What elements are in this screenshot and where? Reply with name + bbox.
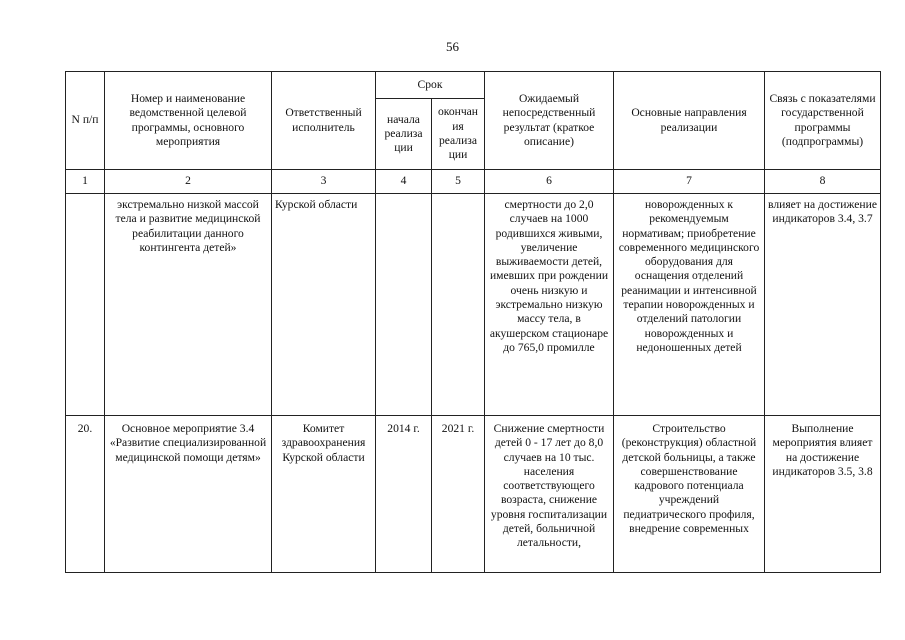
page-number: 56	[446, 39, 459, 54]
index-cell: 5	[432, 170, 485, 194]
cell-link: влияет на достижение индикаторов 3.4, 3.7	[765, 194, 881, 416]
header-result: Ожидаемый непосредственный результат (краткое описание)	[485, 72, 614, 170]
cell-program: Основное мероприятие 3.4 «Развитие специализированной медицинской помощи детям»	[105, 416, 272, 573]
table-row	[66, 416, 881, 573]
index-cell: 1	[66, 170, 105, 194]
header-n: N п/п	[66, 72, 105, 170]
index-cell: 6	[485, 170, 614, 194]
cell-link: Выполнение мероприятия влияет на достижение индикаторов 3.5, 3.8	[765, 416, 881, 573]
measures-table	[65, 71, 881, 573]
cell-n	[66, 194, 105, 416]
cell-n: 20.	[66, 416, 105, 573]
cell-start	[376, 194, 432, 416]
cell-directions: Строительство (реконструкция) областной детской больницы, а также совершенствование кадрового потенциала учреждений педиатрического профиля, внедрение современных	[614, 416, 765, 573]
cell-program: экстремально низкой массой тела и развитие медицинской реабилитации данного контингента детей»	[105, 194, 272, 416]
index-row	[66, 170, 881, 194]
header-directions: Основные направления реализации	[614, 72, 765, 170]
header-program: Номер и наименование ведомственной целевой программы, основного мероприятия	[105, 72, 272, 170]
index-cell: 8	[765, 170, 881, 194]
header-term-start: начала реализа ции	[376, 99, 432, 170]
index-cell: 2	[105, 170, 272, 194]
cell-executor: Курской области	[272, 194, 376, 416]
cell-end	[432, 194, 485, 416]
cell-executor: Комитет здравоохранения Курской области	[272, 416, 376, 573]
header-executor: Ответственный исполнитель	[272, 72, 376, 170]
index-cell: 3	[272, 170, 376, 194]
table-row	[66, 194, 881, 416]
cell-end: 2021 г.	[432, 416, 485, 573]
index-cell: 7	[614, 170, 765, 194]
header-link: Связь с показателями государственной программы (подпрограммы)	[765, 72, 881, 170]
index-cell: 4	[376, 170, 432, 194]
header-term: Срок	[376, 72, 485, 99]
cell-start: 2014 г.	[376, 416, 432, 573]
cell-result: смертности до 2,0 случаев на 1000 родившихся живыми, увеличение выживаемости детей, имевших при рождении очень низкую и экстремально низкую массу тела, в акушерском стационаре до 765,0 промилле	[485, 194, 614, 416]
header-term-end: окончан ия реализа ции	[432, 99, 485, 170]
cell-directions: новорожденных к рекомендуемым нормативам; приобретение современного медицинского оборудования для оснащения отделений реанимации и интенсивной терапии новорожденных и отделений патологии новорожденных и недоношенных детей	[614, 194, 765, 416]
cell-result: Снижение смертности детей 0 - 17 лет до 8,0 случаев на 10 тыс. населения соответствующего возраста, снижение уровня госпитализации детей, больничной летальности,	[485, 416, 614, 573]
